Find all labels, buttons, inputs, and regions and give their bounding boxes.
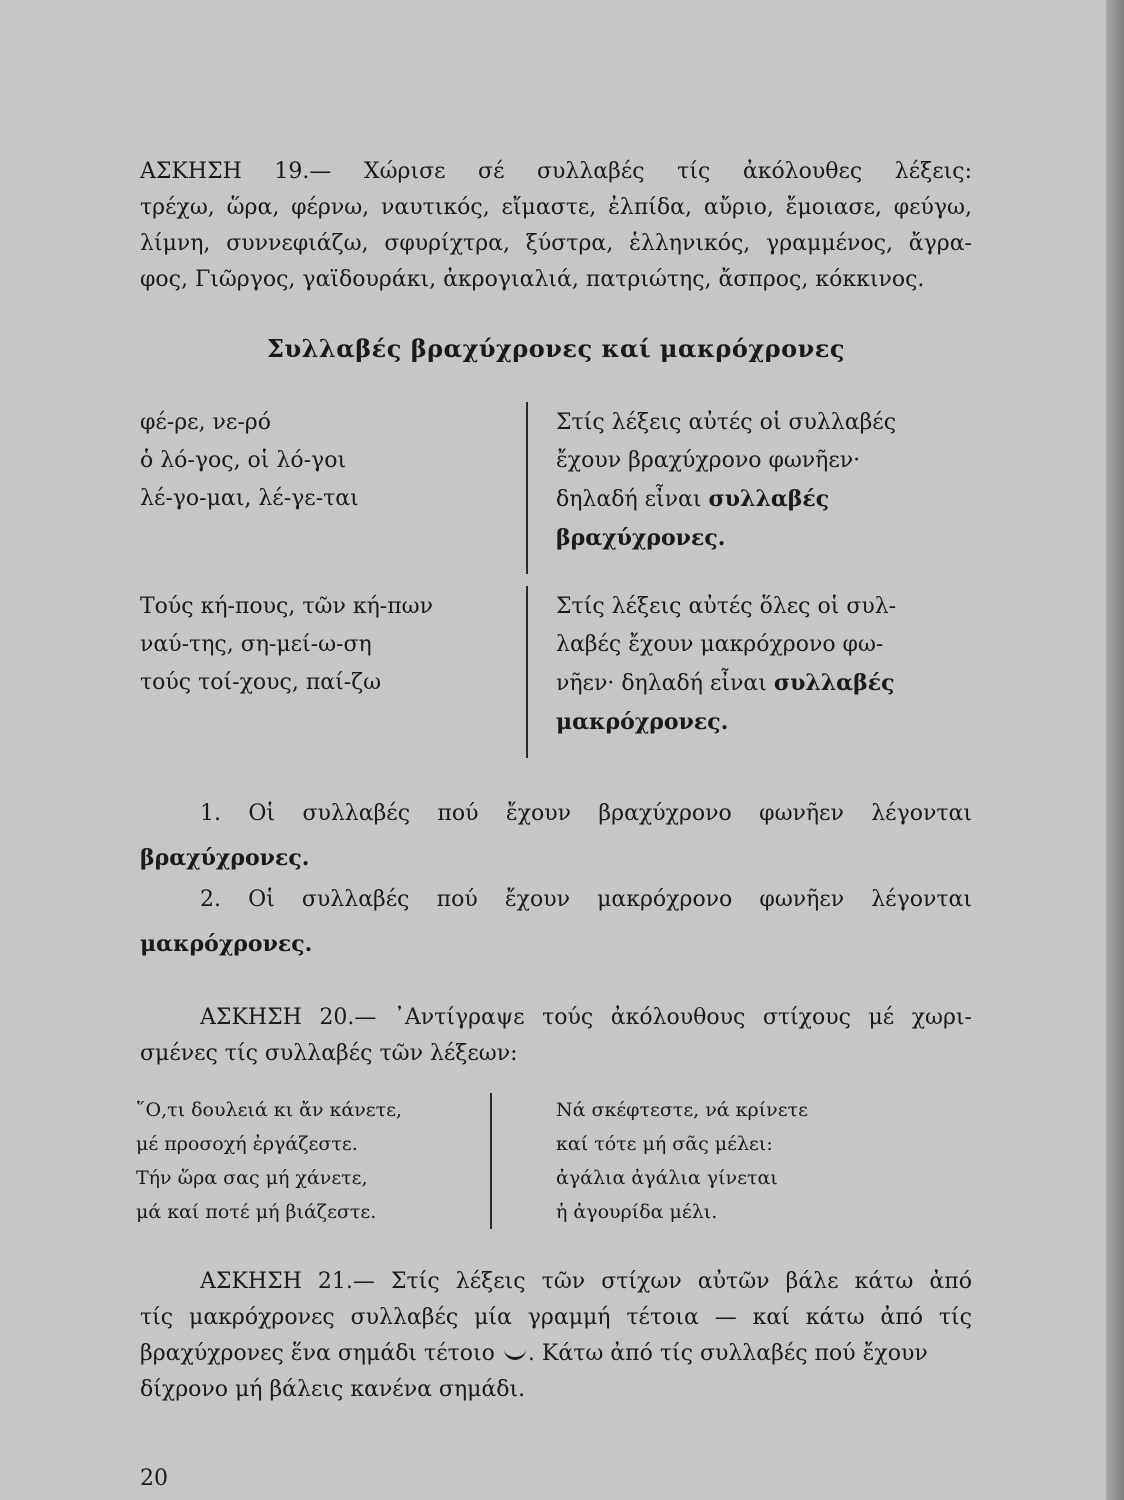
short-example: λέ-γο-μαι, λέ-γε-ται — [140, 486, 359, 511]
short-example: φέ-ρε, νε-ρό — [140, 410, 271, 435]
short-explanation-line: Στίς λέξεις αὐτές οἱ συλλαβές — [556, 410, 897, 435]
bold-term: βραχύχρονες. — [140, 845, 310, 871]
page-number: 20 — [140, 1466, 168, 1491]
exercise-19-line-1: ΑΣΚΗΣΗ 19.— Χώρισε σέ συλλαβές τίς ἀκόλουθες λέξεις: — [140, 159, 972, 184]
long-explanation-line: Στίς λέξεις αὐτές ὅλες οἱ συλ- — [556, 594, 897, 619]
exercise-19-label: ΑΣΚΗΣΗ 19.— — [140, 159, 332, 184]
rule-1: 1. Οἱ συλλαβές πού ἔχουν βραχύχρονο φωνῆεν λέγονται βραχύχρονες. — [140, 792, 972, 880]
short-example: ὁ λό-γος, οἱ λό-γοι — [140, 448, 347, 473]
exercise-19-line-4: φος, Γιῶργος, γαϊδουράκι, ἀκρογιαλιά, πατριώτης, ἄσπρος, κόκκινος. — [140, 267, 925, 292]
column-divider — [526, 586, 528, 758]
bold-term: συλλαβές — [708, 486, 830, 512]
long-example: ναύ-της, ση-μεί-ω-ση — [140, 632, 372, 657]
short-explanation-line: δηλαδή εἶναι συλλαβές — [556, 486, 830, 512]
long-example: Τούς κή-πους, τῶν κή-πων — [140, 594, 433, 619]
poem-left-stanza — [136, 1093, 402, 1229]
exercise-20: ΑΣΚΗΣΗ 20.— ᾿Αντίγραψε τούς ἀκόλουθους στίχους μέ χωρι- σμένες τίς συλλαβές τῶν λέξεων: — [140, 1005, 972, 1066]
section-heading: Συλλαβές βραχύχρονες καί μακρόχρονες — [266, 334, 846, 363]
poem-line: μέ προσοχή ἐργάζεστε. — [136, 1133, 358, 1155]
short-explanation-line: ἔχουν βραχύχρονο φωνῆεν· — [556, 448, 861, 473]
poem-divider — [490, 1093, 492, 1229]
bold-term: βραχύχρονες. — [556, 525, 726, 551]
long-example: τούς τοί-χους, παί-ζω — [140, 670, 382, 695]
bold-term: μακρόχρονες. — [140, 931, 313, 957]
page-edge-shadow — [1106, 0, 1124, 1500]
breve-mark-icon — [504, 1349, 526, 1360]
exercise-21: ΑΣΚΗΣΗ 21.— Στίς λέξεις τῶν στίχων αὐτῶν βάλε κάτω ἀπό τίς μακρόχρονες συλλαβές μία γραμμή τέτοια — καί κάτω ἀπό τίς βραχύχρονες ἕνα σημάδι τέτοιο . Κάτω ἀπό τίς συλλαβές πού ἔχουν δίχρονο μή βάλεις κανένα σημάδι. — [140, 1269, 972, 1402]
poem-line: μά καί ποτέ μή βιάζεστε. — [136, 1201, 377, 1223]
poem-line: ῞Ο,τι δουλειά κι ἄν κάνετε, — [136, 1099, 403, 1121]
rule-2: 2. Οἱ συλλαβές πού ἔχουν μακρόχρονο φωνῆεν λέγονται μακρόχρονες. — [140, 878, 972, 966]
poem-line: Τήν ὥρα σας μή χάνετε, — [136, 1167, 368, 1189]
exercise-20-label: ΑΣΚΗΣΗ 20.— — [200, 1005, 377, 1030]
exercise-19 — [140, 154, 972, 298]
long-explanation-line: λαβές ἔχουν μακρόχρονο φω- — [556, 632, 884, 657]
poem-line: Νά σκέφτεστε, νά κρίνετε — [556, 1099, 808, 1121]
bold-term: μακρόχρονες. — [556, 709, 729, 735]
short-explanation — [556, 404, 972, 557]
short-examples — [140, 404, 359, 518]
poem-line: ἀγάλια ἀγάλια γίνεται — [556, 1167, 778, 1189]
long-explanation-line: νῆεν· δηλαδή εἶναι συλλαβές — [556, 670, 895, 696]
poem-line: καί τότε μή σᾶς μέλει: — [556, 1133, 773, 1155]
bold-term: συλλαβές — [773, 670, 895, 696]
long-explanation — [556, 588, 972, 741]
exercise-21-label: ΑΣΚΗΣΗ 21.— — [200, 1269, 375, 1294]
exercise-19-line-2: τρέχω, ὥρα, φέρνω, ναυτικός, εἴμαστε, ἐλπίδα, αὔριο, ἔμοιασε, φεύγω, — [140, 195, 972, 220]
exercise-19-line-3: λίμνη, συννεφιάζω, σφυρίχτρα, ξύστρα, ἑλληνικός, γραμμένος, ἄγρα- — [140, 231, 972, 256]
long-examples — [140, 588, 433, 702]
column-divider — [526, 402, 528, 574]
poem-line: ἡ ἀγουρίδα μέλι. — [556, 1201, 718, 1223]
poem-right-stanza — [556, 1093, 808, 1229]
